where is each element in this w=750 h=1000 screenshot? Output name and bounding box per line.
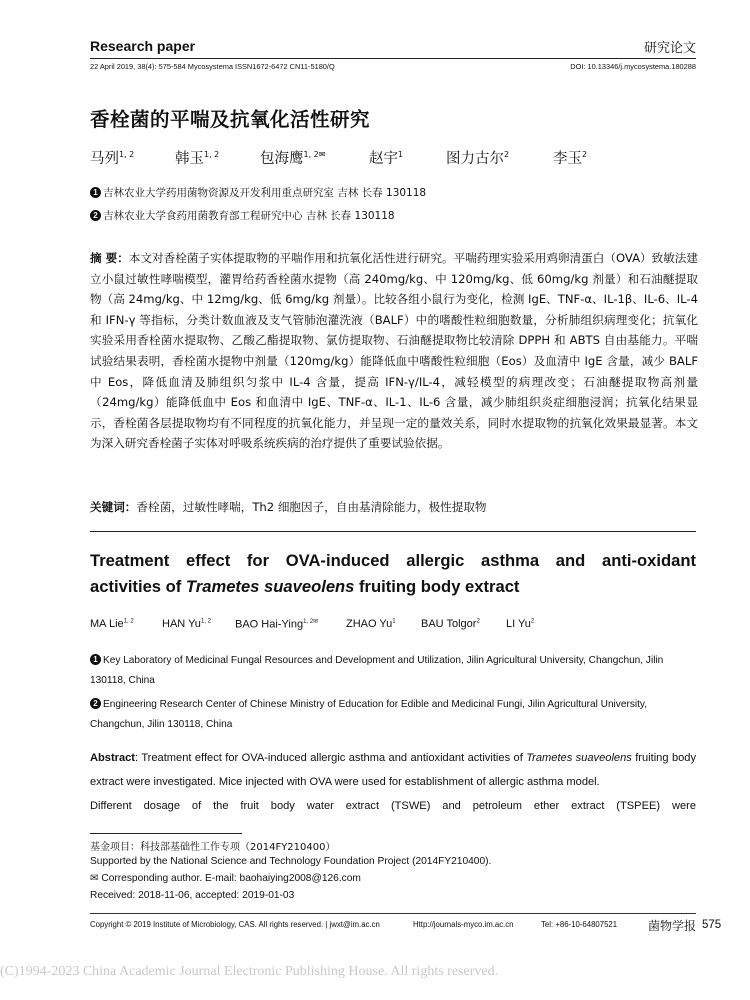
title-english	[90, 548, 696, 600]
author-en: LI Yu$^2$	[506, 618, 535, 630]
author-en: BAO Hai-Ying$^{1, 2✉}$	[235, 618, 319, 631]
title-chinese: 香栓菌的平喘及抗氧化活性研究	[90, 108, 371, 131]
abstract-en: Abstract: Treatment effect for OVA-induced allergic asthma and antioxidant activities of Trametes suaveolens fruiting body extract were investigated. Mice injected with OVA were used for establishment of allergic asthma model. Different dosage of the fruit body water extract (TSWE) and petroleum ether extract (TSPEE) were	[90, 752, 696, 812]
author-en: MA Lie$^{1, 2}$	[90, 618, 134, 630]
author-cn: 赵宇$^1$	[369, 150, 404, 167]
affiliation-cn: 2 吉林农业大学食药用菌教育部工程研究中心 吉林 长春 130118	[90, 208, 395, 223]
running-header-left: Research paper	[90, 38, 196, 54]
page-number: 575	[702, 919, 722, 931]
author-en: ZHAO Yu$^1$	[346, 618, 396, 630]
footnote-rule	[90, 833, 242, 834]
author-cn: 李玉$^2$	[553, 150, 588, 167]
footer-rule	[90, 913, 696, 914]
affiliation-en: 2 Engineering Research Center of Chinese Ministry of Education for Edible and Medicinal Fungi, Jilin Agricultural University, Changchun, Jilin 130118, China	[90, 699, 648, 730]
footer-tel: Tel: +86-10-64807521	[541, 920, 618, 929]
fund-cn: 基金项目：科技部基础性工作专项（2014FY210400）	[90, 842, 336, 853]
author-cn: 马列$^{1, 2}$	[90, 150, 135, 167]
title-english-line2: activities of Trametes suaveolens fruiting body extract	[90, 577, 520, 596]
abstract-cn-label: 摘 要：	[90, 251, 129, 265]
journal-name: 菌物学报	[648, 919, 697, 933]
number-badge: 1	[90, 187, 101, 198]
received-date: Received: 2018-11-06, accepted: 2019-01-03	[90, 890, 295, 901]
section-divider	[90, 531, 696, 532]
author-cn: 图力古尔$^2$	[446, 150, 510, 167]
author-cn: 包海鹰$^{1, 2✉}$	[260, 150, 326, 167]
number-badge: 2	[90, 698, 101, 709]
affiliation-cn: 1 吉林农业大学药用菌物资源及开发利用重点研究室 吉林 长春 130118	[90, 185, 426, 200]
keywords-cn-text: 香栓菌，过敏性哮喘，Th2 细胞因子，自由基清除能力，极性提取物	[136, 500, 487, 514]
abstract-cn	[90, 248, 698, 454]
citation-meta: 22 April 2019, 38(4): 575-584 Mycosystema ISSN1672-6472 CN11-5180/Q	[90, 62, 335, 71]
fund-en: Supported by the National Science and Technology Foundation Project (2014FY210400).	[90, 856, 492, 867]
running-header-right: 研究论文	[643, 41, 696, 56]
number-badge: 1	[90, 654, 101, 665]
corresponding-author: ✉ Corresponding author. E-mail: baohaiying2008@126.com	[90, 873, 361, 884]
header-rule	[90, 58, 696, 59]
footer-url: Http://journals-myco.im.ac.cn	[413, 920, 514, 929]
watermark: (C)1994-2023 China Academic Journal Electronic Publishing House. All rights reserved.	[0, 964, 499, 979]
affiliation-en: 1 Key Laboratory of Medicinal Fungal Resources and Development and Utilization, Jilin Agricultural University, Changchun, Jilin 130118, China	[90, 655, 664, 686]
title-english-line1: Treatment effect for OVA-induced allergic asthma and anti-oxidant	[90, 551, 696, 570]
doi: DOI: 10.13346/j.mycosystema.180288	[570, 62, 696, 71]
keywords-cn	[90, 497, 698, 517]
footer-copyright: Copyright © 2019 Institute of Microbiology, CAS. All rights reserved. | jwxt@im.ac.cn	[90, 920, 380, 929]
author-cn: 韩玉$^{1, 2}$	[175, 150, 220, 167]
number-badge: 2	[90, 210, 101, 221]
abstract-cn-text: 本文对香栓菌子实体提取物的平喘作用和抗氧化活性进行研究。平喘药理实验采用鸡卵清蛋白（OVA）致敏法建立小鼠过敏性哮喘模型，灌胃给药香栓菌水提物（高 240mg/kg、中 120mg/kg、低 60mg/kg 剂量）和石油醚提取物（高 24mg/kg、中 12mg/kg、低 6mg/kg 剂量）。比较各组小鼠行为变化，检测 IgE、TNF-α、IL-1β、IL-6、IL-4 和 IFN-γ 等指标，分类计数血液及支气管肺泡灌洗液（BALF）中的嗜酸性粒细胞数量，分析肺组织病理变化；抗氧化实验采用香栓菌水提取物、乙酸乙酯提取物、氯仿提取物、石油醚提取物比较清除 DPPH 和 ABTS 自由基能力。平喘试验结果表明，香栓菌水提物中剂量（120mg/kg）能降低血中嗜酸性粒细胞（Eos）及血清中 IgE 含量，减少 BALF 中 Eos，降低血清及肺组织匀浆中 IL-4 含量，提高 IFN-γ/IL-4，减轻模型的病理改变；石油醚提取物高剂量（24mg/kg）能降低血中 Eos 和血清中 IgE、TNF-α、IL-1、IL-6 含量，减少肺组织炎症细胞浸润；抗氧化结果显示，香栓菌各层提取物均有不同程度的抗氧化能力，并呈现一定的量效关系，同时水提取物的抗氧化效果最显著。本文为深入研究香栓菌子实体对呼吸系统疾病的治疗提供了重要试验依据。	[90, 251, 698, 451]
abstract-en-label: Abstract	[90, 752, 136, 764]
keywords-cn-label: 关键词：	[90, 500, 137, 514]
author-en: HAN Yu$^{1, 2}$	[162, 618, 212, 630]
author-en: BAU Tolgor$^2$	[421, 618, 480, 630]
